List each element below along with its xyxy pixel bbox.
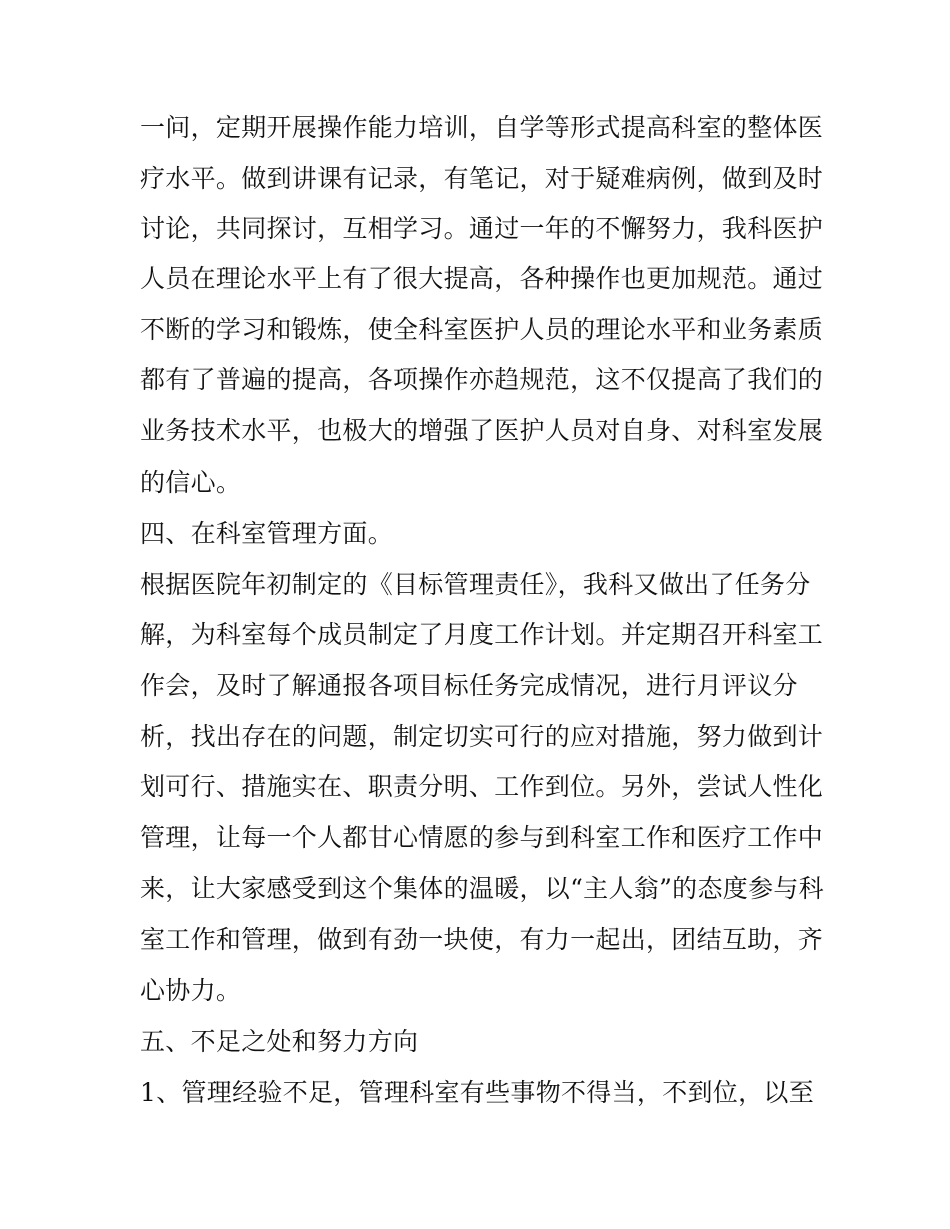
paragraph-line: 人员在理论水平上有了很大提高，各种操作也更加规范。通过 — [140, 264, 824, 293]
paragraph-line: 管理，让每一个人都甘心情愿的参与到科室工作和医疗工作中 — [140, 823, 824, 852]
paragraph-line: 作会，及时了解通报各项目标任务完成情况，进行月评议分 — [140, 671, 798, 700]
paragraph-line: 一问，定期开展操作能力培训，自学等形式提高科室的整体医 — [140, 113, 824, 142]
paragraph-line: 划可行、措施实在、职责分明、工作到位。另外，尝试人性化 — [140, 772, 824, 801]
paragraph-line: 室工作和管理，做到有劲一块使，有力一起出，团结互助，齐 — [140, 925, 824, 954]
paragraph-line: 根据医院年初制定的《目标管理责任》，我科又做出了任务分 — [140, 570, 811, 599]
paragraph-line: 都有了普遍的提高，各项操作亦趋规范，这不仅提高了我们的 — [140, 365, 824, 394]
section-heading: 四、在科室管理方面。 — [140, 519, 394, 548]
paragraph-line: 心协力。 — [140, 976, 242, 1005]
paragraph-line: 解，为科室每个成员制定了月度工作计划。并定期召开科室工 — [140, 620, 824, 649]
paragraph-line: 析，找出存在的问题，制定切实可行的应对措施，努力做到计 — [140, 722, 824, 751]
paragraph-line: 不断的学习和锻炼，使全科室医护人员的理论水平和业务素质 — [140, 315, 824, 344]
paragraph-line: 来，让大家感受到这个集体的温暖，以“主人翁”的态度参与科 — [140, 874, 824, 903]
paragraph-line: 的信心。 — [140, 468, 242, 497]
section-heading: 五、不足之处和努力方向 — [140, 1027, 419, 1056]
paragraph-line: 讨论，共同探讨，互相学习。通过一年的不懈努力，我科医护 — [140, 214, 824, 243]
list-item: 1、管理经验不足，管理科室有些事物不得当，不到位，以至 — [140, 1078, 815, 1107]
paragraph-line: 疗水平。做到讲课有记录，有笔记，对于疑难病例，做到及时 — [140, 164, 824, 193]
paragraph-line: 业务技术水平，也极大的增强了医护人员对自身、对科室发展 — [140, 416, 824, 445]
